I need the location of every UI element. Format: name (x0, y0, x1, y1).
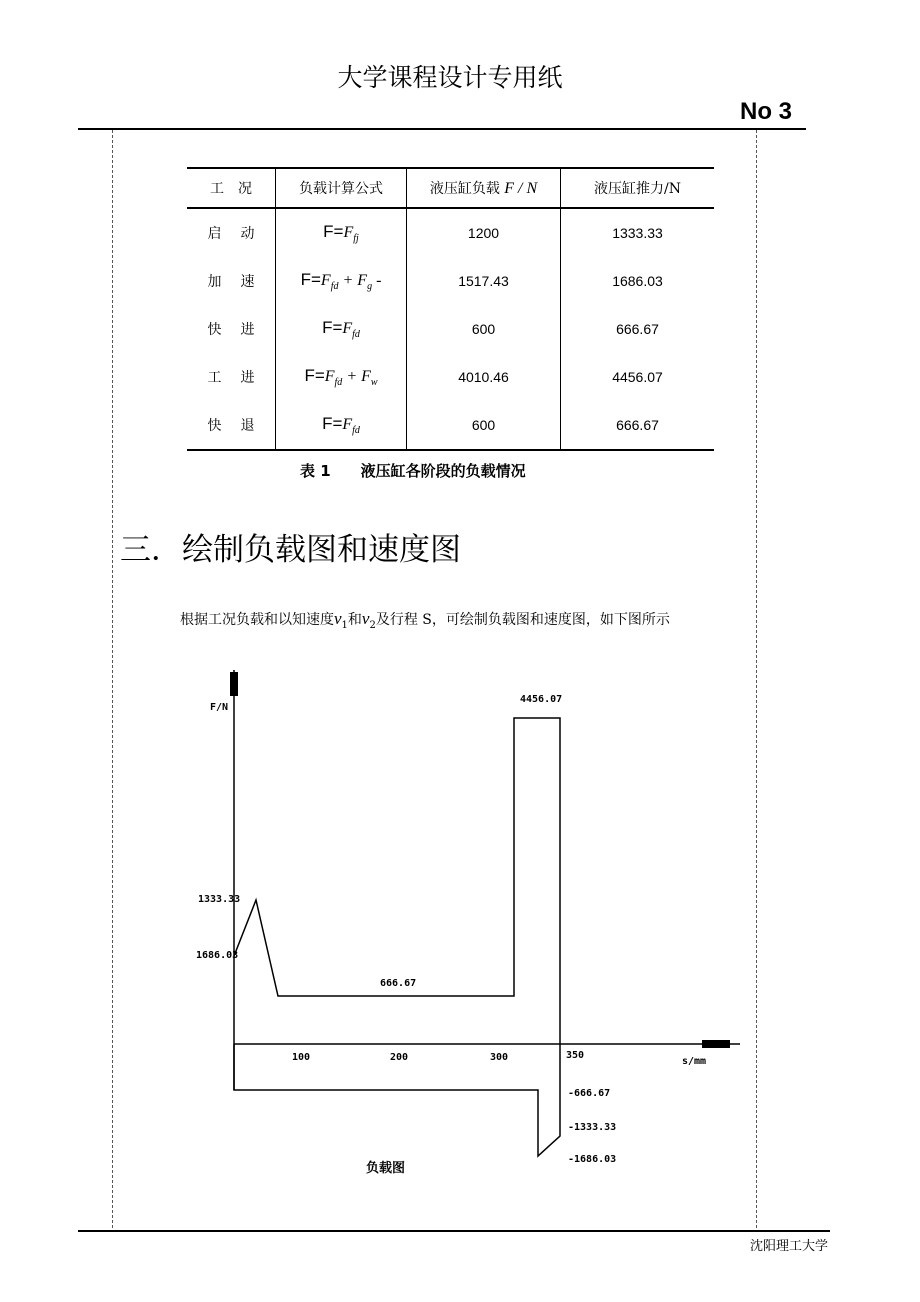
condition-char-b: 动 (240, 226, 255, 242)
paragraph-before: 根据工况负载和以知速度 (180, 612, 334, 628)
cell-formula (276, 401, 407, 450)
condition-char-b: 退 (240, 418, 255, 434)
cell-condition (187, 208, 276, 257)
x-axis-label: s/mm (682, 1056, 707, 1067)
formula-main: F (324, 367, 335, 385)
v2-sub: 2 (369, 619, 376, 631)
footer-school: 沈阳理工大学 (749, 1239, 828, 1254)
formula-prefix: F= (323, 221, 344, 241)
page-number: No 3 (739, 98, 792, 125)
condition-char-b: 进 (240, 322, 255, 338)
formula-prefix: F= (300, 269, 321, 289)
label-accel: 1686.03 (196, 950, 239, 961)
table-row (187, 401, 714, 450)
cell-condition (187, 257, 276, 305)
condition-char-b: 进 (240, 370, 255, 386)
condition-char-a: 加 (207, 274, 222, 290)
formula-sub: fd (352, 425, 360, 437)
x-tick-350: 350 (566, 1050, 585, 1061)
table-header-row (187, 168, 714, 208)
table-caption: 表 1 液压缸各阶段的负载情况 (300, 462, 526, 480)
formula-extra: + F (342, 271, 368, 289)
v1-sub: 1 (341, 619, 348, 631)
load-diagram (180, 660, 760, 1180)
formula-main: F (343, 223, 354, 241)
condition-char-a: 启 (207, 226, 222, 242)
paragraph-and: 和 (347, 612, 362, 628)
formula-sub: fd (352, 329, 360, 341)
paragraph-after: 及行程 S，可绘制负载图和速度图，如下图所示 (375, 612, 670, 628)
table-row (187, 208, 714, 257)
diagram-caption: 负载图 (366, 1161, 406, 1176)
condition-char-a: 工 (207, 370, 222, 386)
formula-extra-sub: w (370, 377, 378, 389)
label-fast: 666.67 (380, 978, 417, 989)
col-header-load (407, 168, 561, 208)
load-curve-positive (234, 718, 560, 1044)
formula-main: F (342, 319, 353, 337)
formula-sub: fd (334, 377, 343, 389)
table-row (187, 353, 714, 401)
cell-formula (276, 353, 407, 401)
col-header-thrust: 液压缸推力/N (561, 168, 715, 208)
col-header-load-unit: F / N (504, 180, 538, 197)
footer-rule (78, 1230, 830, 1232)
cell-thrust: 666.67 (561, 305, 715, 353)
formula-prefix: F= (322, 317, 343, 337)
x-tick-200: 200 (390, 1052, 409, 1063)
y-axis-label: F/N (210, 702, 229, 713)
formula-main: F (320, 271, 331, 289)
formula-prefix: F= (304, 365, 325, 385)
cell-condition (187, 305, 276, 353)
col-header-load-label: 液压缸负载 (429, 181, 500, 197)
condition-char-a: 快 (207, 322, 222, 338)
cell-condition (187, 353, 276, 401)
cell-load: 4010.46 (407, 353, 561, 401)
cell-thrust: 666.67 (561, 401, 715, 450)
section-heading: 三．绘制负载图和速度图 (120, 532, 461, 568)
table-row (187, 257, 714, 305)
cell-thrust: 4456.07 (561, 353, 715, 401)
cell-formula (276, 257, 407, 305)
v2-symbol: v (361, 609, 370, 628)
cell-load: 600 (407, 305, 561, 353)
label-neg-start: -1333.33 (568, 1122, 617, 1133)
formula-extra-sub: g (367, 281, 373, 293)
label-neg-fast: -666.67 (568, 1088, 611, 1099)
x-axis-arrow (702, 1040, 730, 1048)
formula-extra: + F (346, 367, 371, 385)
header-rule (78, 128, 806, 130)
cell-thrust: 1333.33 (561, 208, 715, 257)
cell-formula (276, 305, 407, 353)
page-title: 大学课程设计专用纸 (337, 63, 563, 92)
table-row (187, 305, 714, 353)
cell-load: 1517.43 (407, 257, 561, 305)
y-axis-arrow (230, 672, 238, 696)
label-neg-accel: -1686.03 (568, 1154, 617, 1165)
condition-char-a: 快 (207, 418, 222, 434)
left-margin-line (112, 130, 113, 1228)
label-start: 1333.33 (198, 894, 241, 905)
formula-main: F (342, 415, 353, 433)
col-header-condition: 工 况 (187, 168, 276, 208)
formula-sub: fj (353, 233, 359, 245)
v1-symbol: v (334, 609, 342, 628)
cell-load: 600 (407, 401, 561, 450)
load-table (187, 167, 714, 451)
cell-load: 1200 (407, 208, 561, 257)
x-tick-100: 100 (292, 1052, 311, 1063)
col-header-formula: 负载计算公式 (276, 168, 407, 208)
cell-formula (276, 208, 407, 257)
body-paragraph (180, 609, 670, 631)
formula-sub: fd (330, 281, 339, 293)
x-tick-300: 300 (490, 1052, 509, 1063)
formula-tail: - (376, 271, 382, 289)
cell-thrust: 1686.03 (561, 257, 715, 305)
cell-condition (187, 401, 276, 450)
condition-char-b: 速 (240, 274, 255, 290)
formula-prefix: F= (322, 413, 343, 433)
label-peak-work: 4456.07 (520, 694, 563, 705)
